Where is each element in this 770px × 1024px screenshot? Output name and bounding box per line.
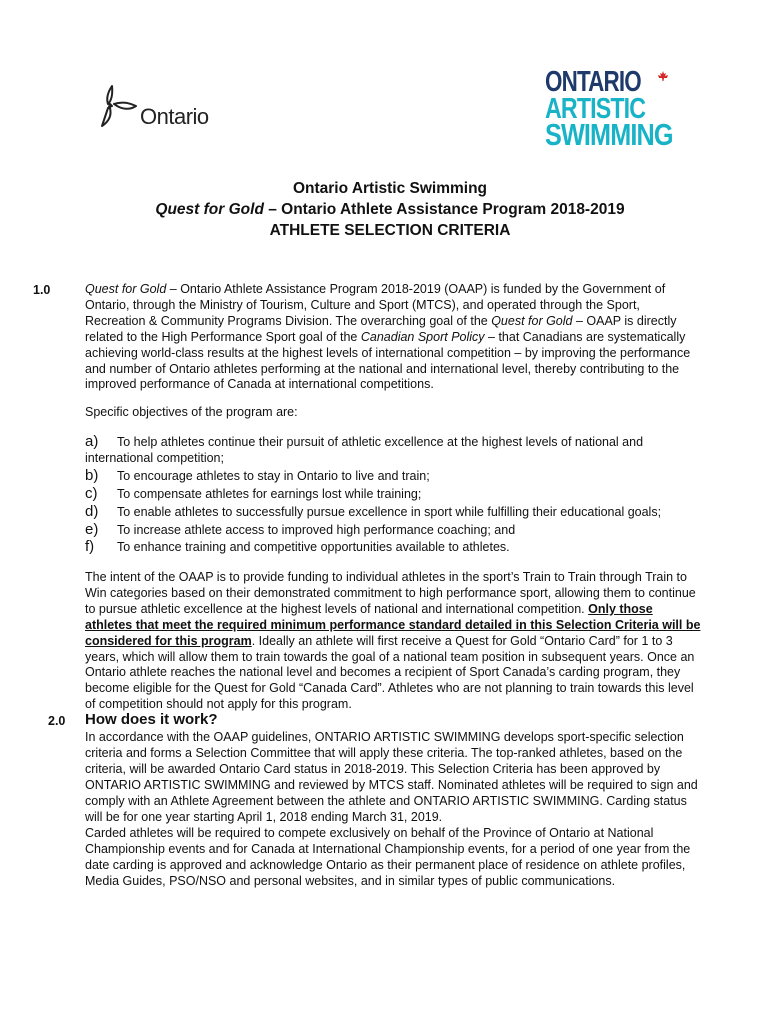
oas-logo-line2: ARTISTIC <box>545 93 646 125</box>
oas-logo-line3: SWIMMING <box>545 119 673 153</box>
oas-logo-line1: ONTARIO <box>545 66 641 98</box>
title-line2: Quest for Gold – Ontario Athlete Assistance Program 2018-2019 <box>155 201 625 218</box>
ontario-wordmark: Ontario <box>140 104 209 129</box>
trillium-icon <box>98 84 142 128</box>
ontario-artistic-swimming-logo <box>545 66 695 152</box>
title-line1: Ontario Artistic Swimming <box>292 180 488 197</box>
objective-item: b) To encourage athletes to stay in Ontario to live and train; <box>85 466 430 484</box>
section-2-heading: How does it work? <box>85 711 218 728</box>
objective-item: c) To compensate athletes for earnings lost while training; <box>85 484 422 502</box>
section-1-intro-paragraph: Quest for Gold – Ontario Athlete Assistance Program 2018-2019 (OAAP) is funded by the Government of Ontario, through the Ministry of Tourism, Culture and Sport (MTCS), and operated through the Sport, Recreation & Community Programs Division. The overarching goal of the Quest for Gold – OAAP is directly related to the High Performance Sport goal of the Canadian Sport Policy – that Canadians are systematically achieving world-class results at the highest levels of international competition – by improving the performance and number of Ontario athletes performing at the national and international level, thereby contributing to the improved performance of Canada at international competitions. <box>85 282 691 392</box>
section-2-paragraph-1: In accordance with the OAAP guidelines, ONTARIO ARTISTIC SWIMMING develops sport-specific selection criteria and forms a Selection Committee that will apply these criteria. The top-ranked athletes, based on the criteria, will be awarded Ontario Card status in 2018-2019. This Selection Criteria has been approved by ONTARIO ARTISTIC SWIMMING and reviewed by MTCS staff. Nominated athletes will be required to sign and comply with an Athlete Agreement between the athlete and ONTARIO ARTISTIC SWIMMING. Carding status will be for one year starting April 1, 2018 ending March 31, 2019. <box>85 730 698 824</box>
objective-item: f) To enhance training and competitive opportunities available to athletes. <box>85 538 510 556</box>
document-title <box>0 178 770 241</box>
objective-item: e) To increase athlete access to improved high performance coaching; and <box>85 520 516 538</box>
title-line3: ATHLETE SELECTION CRITERIA <box>269 222 511 239</box>
objectives-list <box>85 434 703 556</box>
objective-item: d) To enable athletes to successfully pursue excellence in sport while fulfilling their educational goals; <box>85 502 662 520</box>
section-2-number: 2.0 <box>48 714 66 728</box>
section-2-paragraph-2: Carded athletes will be required to compete exclusively on behalf of the Province of Ontario at National Championship events and for Canada at International Championship events, for a period of one year from the date carding is approved and acknowledge Ontario as their permanent place of residence on athlete profiles, Media Guides, PSO/NSO and personal websites, and in similar types of public communications. <box>85 826 691 888</box>
maple-leaf-icon <box>657 71 669 83</box>
government-of-ontario-logo <box>98 84 228 132</box>
section-1-number: 1.0 <box>33 283 51 297</box>
intent-paragraph: The intent of the OAAP is to provide funding to individual athletes in the sport’s Train to Train through Train to Win categories based on their demonstrated commitment to high performance sport, allowing them to continue to pursue athletic excellence at the highest levels of national and international competition. Only those athletes that meet the required minimum performance standard detailed in this Selection Criteria will be considered for this program. Ideally an athlete will first receive a Quest for Gold “Ontario Card” for 1 to 3 years, which will allow them to train towards the goal of a national team position in subsequent years. Once an Ontario athlete reaches the national level and becomes a recipient of Sport Canada’s carding program, they become eligible for the Quest for Gold “Canada Card”. Athletes who are not planning to train towards this level of competition should not apply for this program. <box>85 570 701 712</box>
objectives-intro: Specific objectives of the program are: <box>85 405 298 419</box>
objective-item: a) To help athletes continue their pursuit of athletic excellence at the highest levels of national and international competition; <box>85 433 644 465</box>
